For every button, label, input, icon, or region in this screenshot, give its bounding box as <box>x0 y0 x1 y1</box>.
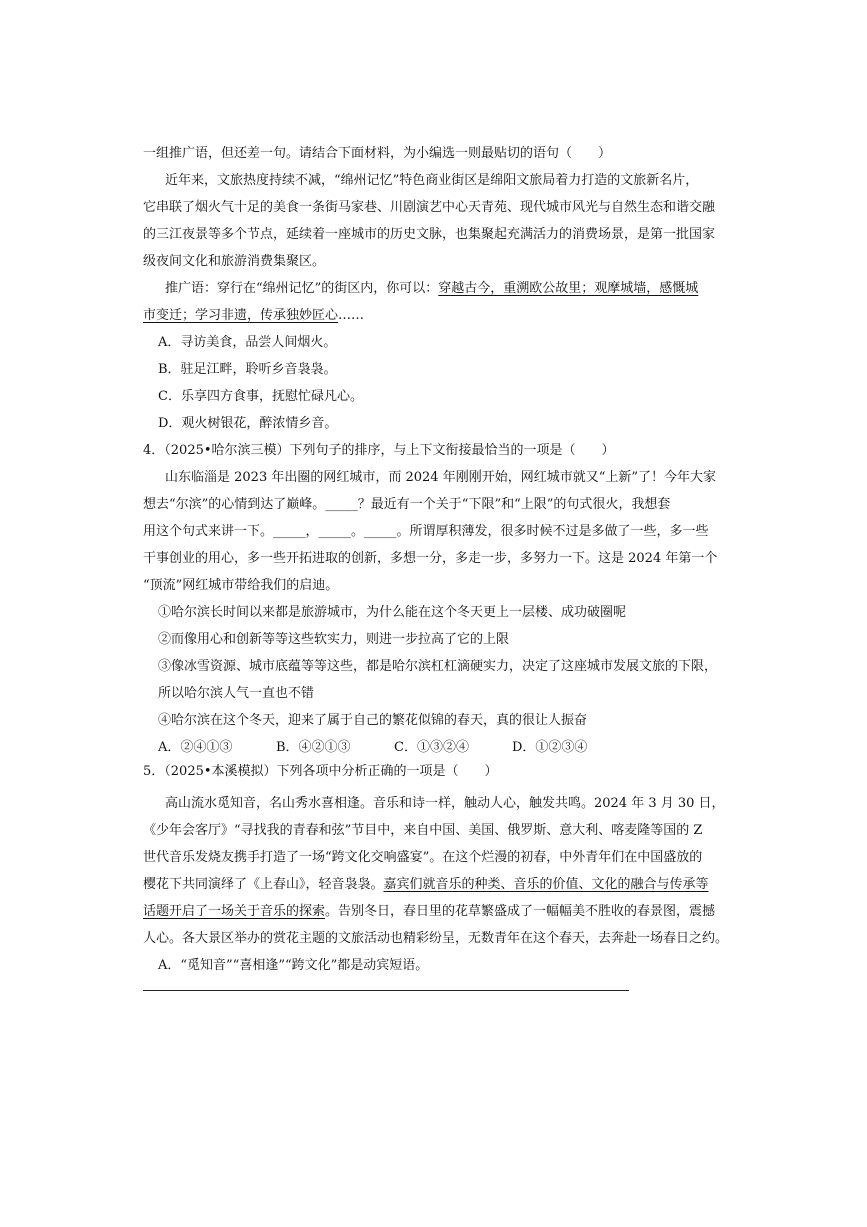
q4-option-d: D．①②③④ <box>512 740 588 755</box>
q4-paragraph-line: 想去“尔滨”的心情到达了巅峰。_____？最近有一个关于“下限”和“上限”的句式很火，我想套 <box>143 497 671 512</box>
promo-underlined-text: 市变迁；学习非遗，传承独妙匠心 <box>143 308 339 323</box>
q4-options-row <box>158 738 698 758</box>
q5-paragraph-line: 世代音乐发烧友携手打造了一场“跨文化交响盛宴”。在这个烂漫的初春，中外青年们在中国盛放的 <box>143 850 703 865</box>
q4-sentence-4: ④哈尔滨在这个冬天，迎来了属于自己的繁花似锦的春天，真的很让人振奋 <box>158 713 588 728</box>
q3-stem-tail: 一组推广语，但还差一句。请结合下面材料，为小编选一则最贴切的语句（ ） <box>143 146 612 161</box>
q3-paragraph-line: 级夜间文化和旅游消费集聚区。 <box>143 254 326 269</box>
q5-paragraph-line <box>143 902 716 922</box>
q4-sentence-1: ①哈尔滨长时间以来都是旅游城市，为什么能在这个冬天更上一层楼、成功破圈呢 <box>158 605 627 620</box>
q3-paragraph-line: 近年来，文旅热度持续不减，“绵州记忆”特色商业街区是绵阳文旅局着力打造的文旅新名片， <box>165 173 699 188</box>
q3-promo-line <box>165 279 699 299</box>
q4-option-a: A．②④①③ <box>158 740 233 755</box>
promo-ellipsis: …… <box>338 308 365 323</box>
q3-option-c: C．乐享四方食事，抚慰忙碌凡心。 <box>158 389 363 404</box>
q3-option-b: B．驻足江畔，聆听乡音袅袅。 <box>158 362 337 377</box>
q5-stem: 5．（2025•本溪模拟）下列各项中分析正确的一项是（ ） <box>143 764 498 779</box>
q4-paragraph-line: 用这个句式来讲一下。_____，_____。_____。所谓厚积薄发，很多时候不过是多做了一些，多一些 <box>143 524 709 539</box>
q4-option-c: C．①③②④ <box>394 740 469 755</box>
q5-paragraph-line: 人心。各大景区举办的赏花主题的文旅活动也精彩纷呈，无数青年在这个春天，去奔赴一场春日之约。 <box>143 931 729 946</box>
q3-paragraph-line: 它串联了烟火气十足的美食一条街马家巷、川剧演艺中心天青苑、现代城市风光与自然生态和谐交融 <box>143 200 716 215</box>
q3-option-d: D．观火树银花，醉浓情乡音。 <box>158 416 338 431</box>
q4-paragraph-line: 山东临淄是 2023 年出圈的网红城市，而 2024 年刚刚开始，网红城市就又“上新”了！今年大家 <box>165 470 716 485</box>
q5-option-a: A．“觅知音”“喜相逢”“跨文化”都是动宾短语。 <box>158 958 429 973</box>
page-divider <box>143 990 629 991</box>
q5-underlined-text: 嘉宾们就音乐的种类、音乐的价值、文化的融合与传承等 <box>383 877 709 892</box>
q4-paragraph-line: 干事创业的用心，多一些开拓进取的创新，多想一分，多走一步，多努力一下。这是 2024 年第一个 <box>143 551 718 566</box>
q5-paragraph-line <box>143 875 709 895</box>
q5-text-plain: 。告别冬日，春日里的花草繁盛成了一幅幅美不胜收的春景图，震撼 <box>325 904 716 919</box>
q4-sentence-3-cont: 所以哈尔滨人气一直也不错 <box>158 686 315 701</box>
q5-underlined-text: 话题开启了一场关于音乐的探索 <box>143 904 326 919</box>
q5-paragraph-line: 高山流水觅知音，名山秀水喜相逢。音乐和诗一样，触动人心，触发共鸣。2024 年 3 月 30 日， <box>165 796 725 811</box>
q3-paragraph-line: 的三江夜景等多个节点，延续着一座城市的历史文脉，也集聚起充满活力的消费场景，是第一批国家 <box>143 227 716 242</box>
q4-sentence-2: ②而像用心和创新等等这些软实力，则进一步拉高了它的上限 <box>158 632 510 647</box>
promo-prefix: 推广语：穿行在“绵州记忆”的街区内，你可以： <box>165 281 439 296</box>
q4-option-b: B．④②①③ <box>276 740 351 755</box>
q5-paragraph-line: 《少年会客厅》“寻找我的青春和弦”节目中，来自中国、美国、俄罗斯、意大利、喀麦隆等国的 Z <box>143 823 703 838</box>
q3-option-a: A．寻访美食，品尝人间烟火。 <box>158 335 337 350</box>
q4-sentence-3: ③像冰雪资源、城市底蕴等等这些，都是哈尔滨杠杠滴硬实力，决定了这座城市发展文旅的下限， <box>158 659 718 674</box>
q3-promo-line-2 <box>143 306 683 326</box>
q5-text-plain: 樱花下共同演绎了《上春山》，轻音袅袅。 <box>143 877 384 892</box>
q4-paragraph-line: “顶流”网红城市带给我们的启迪。 <box>143 578 339 593</box>
promo-underlined-text: 穿越古今，重溯欧公故里；观摩城墙，感慨城 <box>438 281 699 296</box>
q4-stem: 4．（2025•哈尔滨三模）下列句子的排序，与上下文衔接最恰当的一项是（ ） <box>143 443 615 458</box>
